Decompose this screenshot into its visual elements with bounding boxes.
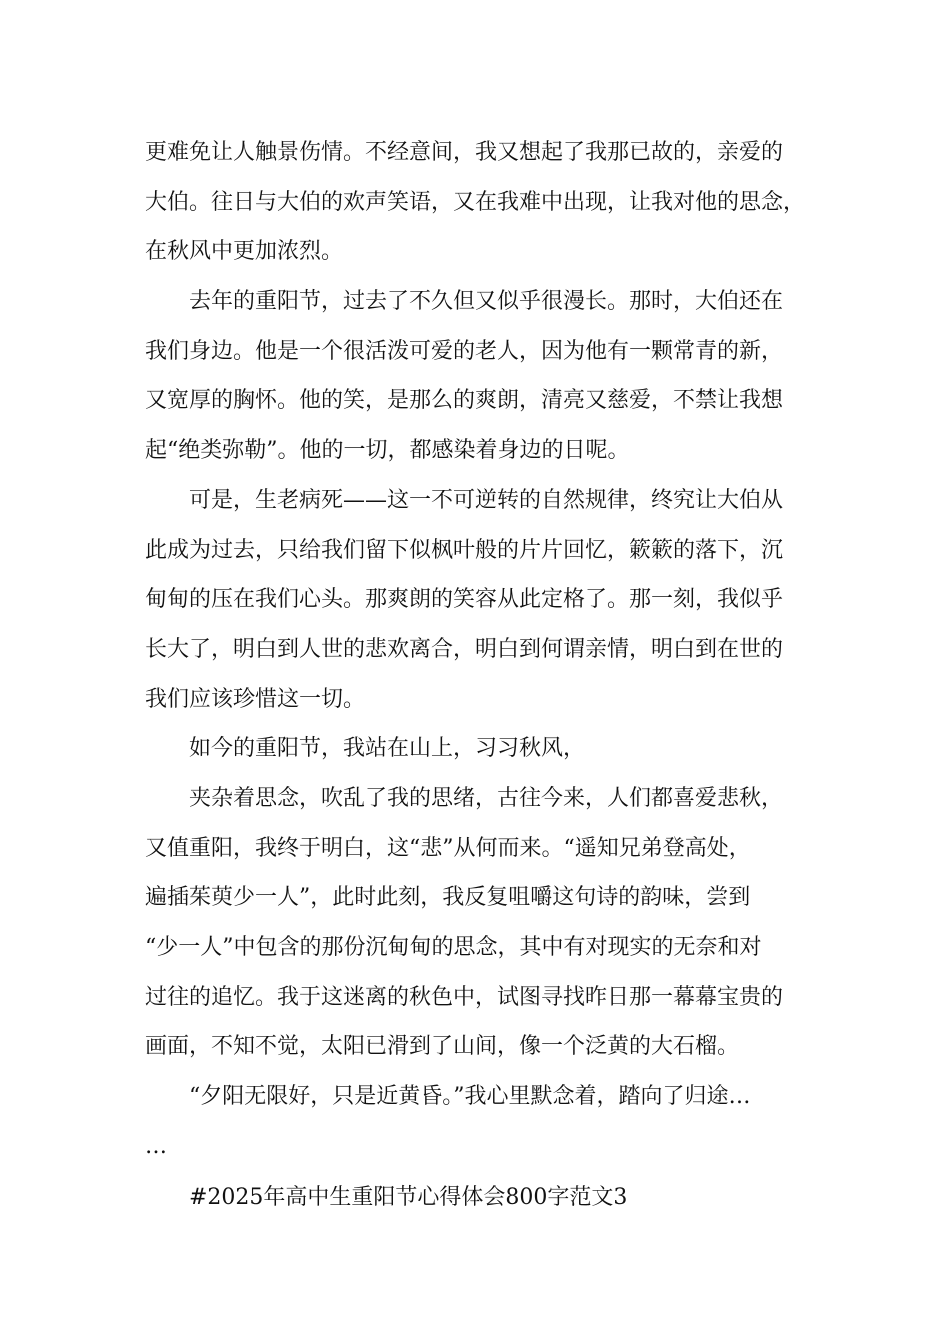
text-line: 我们应该珍惜这一切。	[145, 686, 366, 712]
text-line: 又值重阳，我终于明白，这“悲”从何而来。“遥知兄弟登高处，	[145, 835, 751, 861]
text-line: 画面，不知不觉，太阳已滑到了山间，像一个泛黄的大石榴。	[145, 1034, 740, 1060]
section-heading: #2025年高中生重阳节心得体会800字范文3	[189, 1185, 628, 1211]
text-line: …	[145, 1133, 167, 1159]
text-line: 长大了，明白到人世的悲欢离合，明白到何谓亲情，明白到在世的	[145, 636, 784, 662]
text-line: “少一人”中包含的那份沉甸甸的思念，其中有对现实的无奈和对	[145, 935, 762, 960]
text-line: 起“绝类弥勒”。他的一切，都感染着身边的日呢。	[145, 438, 630, 464]
paragraph-start-line: 如今的重阳节，我站在山上，习习秋风，	[189, 736, 586, 762]
text-line: 遍插茱萸少一人”，此时此刻，我反复咀嚼这句诗的韵味，尝到	[145, 885, 751, 911]
text-line: 更难免让人触景伤情。不经意间，我又想起了我那已故的，亲爱的	[145, 140, 784, 165]
paragraph-start-line: 去年的重阳节，过去了不久但又似乎很漫长。那时，大伯还在	[189, 289, 784, 315]
paragraph-start-line: “夕阳无限好，只是近黄昏。”我心里默念着，踏向了归途…	[189, 1084, 751, 1110]
document-body	[145, 128, 810, 1223]
text-line: 我们身边。他是一个很活泼可爱的老人，因为他有一颗常青的新，	[145, 338, 784, 364]
text-line: 甸甸的压在我们心头。那爽朗的笑容从此定格了。那一刻，我似乎	[145, 587, 784, 613]
text-line: 大伯。往日与大伯的欢声笑语，又在我难中出现，让我对他的思念，	[145, 189, 806, 215]
text-line: 过往的追忆。我于这迷离的秋色中，试图寻找昨日那一幕幕宝贵的	[145, 984, 784, 1010]
text-line: 又宽厚的胸怀。他的笑，是那么的爽朗，清亮又慈爱，不禁让我想	[145, 388, 784, 414]
paragraph-start-line: 可是，生老病死——这一不可逆转的自然规律，终究让大伯从	[189, 487, 784, 513]
paragraph-start-line: 夹杂着思念，吹乱了我的思绪，古往今来，人们都喜爱悲秋，	[189, 785, 784, 811]
text-line: 此成为过去，只给我们留下似枫叶般的片片回忆，簌簌的落下，沉	[145, 537, 784, 563]
text-line: 在秋风中更加浓烈。	[145, 239, 344, 265]
